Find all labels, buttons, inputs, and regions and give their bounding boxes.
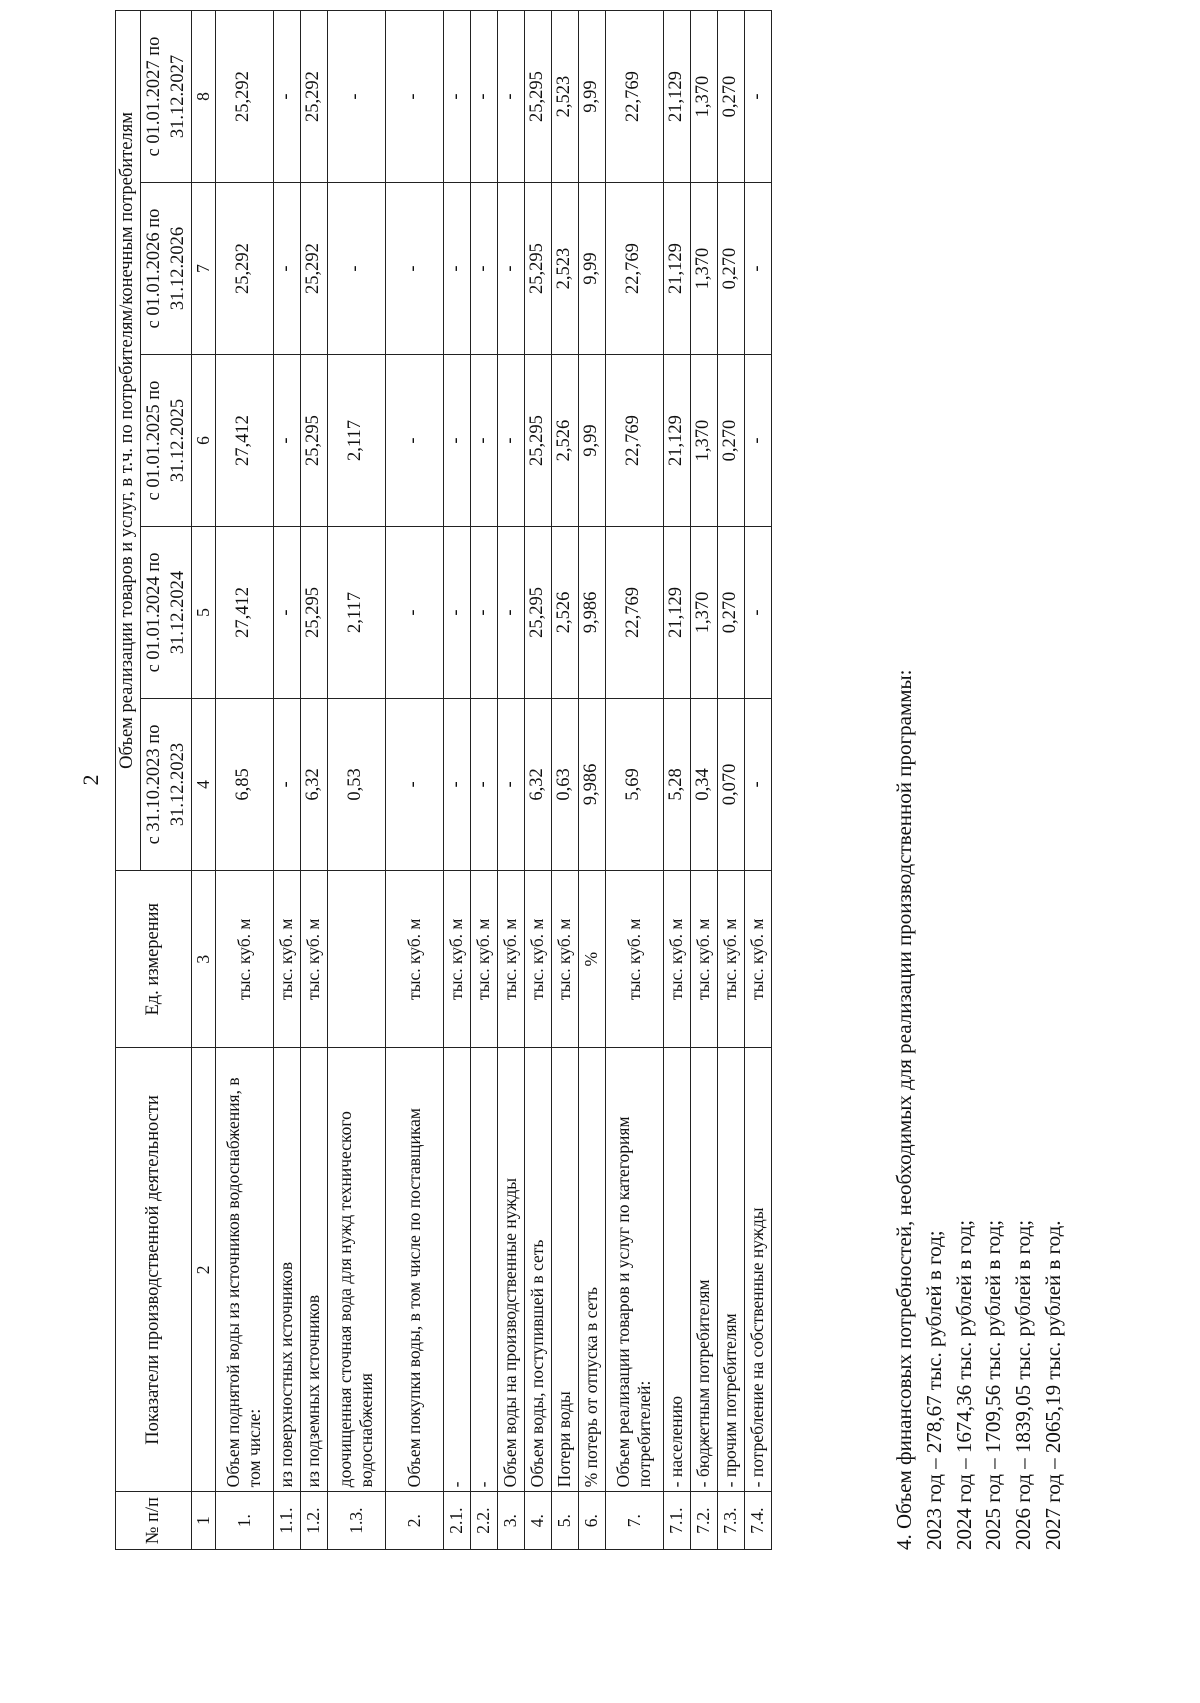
row-indicator-name: - бюджетным потребителям [690,1048,717,1492]
row-value: 25,292 [215,11,273,183]
row-value: 0,63 [551,698,578,870]
row-value: 1,370 [690,11,717,183]
row-value: 0,53 [327,698,385,870]
row-value: - [744,11,771,183]
row-number: 2.1. [443,1492,470,1550]
row-value: 25,295 [300,526,327,698]
row-value: 0,270 [717,183,744,355]
row-indicator-name: - населению [663,1048,690,1492]
table-row [327,11,385,1550]
row-value: 2,523 [551,183,578,355]
table-row [663,11,690,1550]
row-number: 2.2. [470,1492,497,1550]
row-unit: тыс. куб. м [744,870,771,1048]
row-value: 27,412 [215,355,273,527]
financial-needs-line: 2024 год – 1674,36 тыс. рублей в год; [951,1219,976,1550]
header-row-1 [116,11,141,1550]
rotated-page [0,36,1200,1650]
financial-needs-line: 2027 год – 2065,19 тыс. рублей в год. [1041,1220,1066,1550]
row-value: 2,526 [551,526,578,698]
row-unit: тыс. куб. м [605,870,663,1048]
table-row [215,11,273,1550]
row-value: 1,370 [690,355,717,527]
row-value: 0,270 [717,11,744,183]
row-number: 7.2. [690,1492,717,1550]
table-row [300,11,327,1550]
row-number: 4. [524,1492,551,1550]
column-number: 7 [191,183,215,355]
row-value: 9,99 [578,355,605,527]
row-value: 9,99 [578,11,605,183]
row-value: - [744,355,771,527]
row-value: 25,295 [300,355,327,527]
table-row [385,11,443,1550]
table-row [524,11,551,1550]
row-unit: тыс. куб. м [717,870,744,1048]
table-row [273,11,300,1550]
row-unit: тыс. куб. м [497,870,524,1048]
row-value: 25,292 [300,183,327,355]
row-unit: тыс. куб. м [215,870,273,1048]
row-value: 25,292 [215,183,273,355]
row-indicator-name: Объем реализации товаров и услуг по категориям потребителей: [605,1048,663,1492]
row-value: - [385,698,443,870]
row-unit: тыс. куб. м [385,870,443,1048]
row-value: - [385,526,443,698]
row-indicator-name: - [443,1048,470,1492]
header-indicator: Показатели производственной деятельности [116,1048,192,1492]
row-value: - [327,11,385,183]
row-number: 1. [215,1492,273,1550]
table-row [690,11,717,1550]
row-indicator-name: Объем покупки воды, в том числе по поставщикам [385,1048,443,1492]
row-value: 27,412 [215,526,273,698]
row-value: 21,129 [663,11,690,183]
row-value: 2,117 [327,526,385,698]
row-value: - [443,526,470,698]
row-value: - [273,698,300,870]
row-value: - [497,183,524,355]
row-number: 1.1. [273,1492,300,1550]
row-number: 5. [551,1492,578,1550]
row-value: 2,117 [327,355,385,527]
table-row [497,11,524,1550]
row-value: 5,69 [605,698,663,870]
row-number: 7.4. [744,1492,771,1550]
table-row [551,11,578,1550]
row-value: - [385,355,443,527]
row-unit [327,870,385,1048]
row-value: - [470,526,497,698]
row-unit: тыс. куб. м [663,870,690,1048]
column-number: 4 [191,698,215,870]
row-indicator-name: Потери воды [551,1048,578,1492]
row-indicator-name: - потребление на собственные нужды [744,1048,771,1492]
row-unit: % [578,870,605,1048]
row-value: 0,270 [717,526,744,698]
row-value: 25,295 [524,355,551,527]
row-value: - [443,355,470,527]
row-value: 25,295 [524,526,551,698]
row-value: - [744,526,771,698]
row-value: - [273,11,300,183]
row-number: 6. [578,1492,605,1550]
header-period: с 01.01.2024 по 31.12.2024 [140,526,191,698]
row-value: 9,986 [578,698,605,870]
column-number: 1 [191,1492,215,1550]
row-indicator-name: из поверхностных источников [273,1048,300,1492]
row-indicator-name: % потерь от отпуска в сеть [578,1048,605,1492]
row-value: - [273,183,300,355]
column-number: 6 [191,355,215,527]
row-value: 1,370 [690,183,717,355]
row-value: 2,526 [551,355,578,527]
financial-needs-line: 2023 год – 278,67 тыс. рублей в год; [921,1230,946,1550]
row-indicator-name: - [470,1048,497,1492]
column-number: 2 [191,1048,215,1492]
table-row [744,11,771,1550]
row-indicator-name: Объем воды на производственные нужды [497,1048,524,1492]
row-value: 0,070 [717,698,744,870]
table-row [717,11,744,1550]
financial-needs-line: 2026 год – 1839,05 тыс. рублей в год; [1011,1219,1036,1550]
row-indicator-name: из подземных источников [300,1048,327,1492]
row-number: 7.1. [663,1492,690,1550]
row-value: - [385,183,443,355]
header-num: № п/п [116,1492,192,1550]
row-value: 25,292 [300,11,327,183]
table-body [215,11,771,1550]
row-value: - [273,355,300,527]
table-row [605,11,663,1550]
row-value: 21,129 [663,355,690,527]
row-unit: тыс. куб. м [551,870,578,1048]
financial-needs-line: 2025 год – 1709,56 тыс. рублей в год; [981,1219,1006,1550]
row-value: 6,32 [524,698,551,870]
row-value: 9,99 [578,183,605,355]
row-indicator-name: - прочим потребителям [717,1048,744,1492]
row-unit: тыс. куб. м [690,870,717,1048]
row-unit: тыс. куб. м [524,870,551,1048]
row-value: - [470,355,497,527]
row-value: 22,769 [605,355,663,527]
row-value: 9,986 [578,526,605,698]
row-value: - [385,11,443,183]
header-period: с 31.10.2023 по 31.12.2023 [140,698,191,870]
table-row [470,11,497,1550]
production-indicators-table [115,10,772,1550]
row-value: - [744,698,771,870]
row-number: 1.3. [327,1492,385,1550]
row-value: 6,32 [300,698,327,870]
row-number: 7. [605,1492,663,1550]
row-value: 25,295 [524,11,551,183]
row-value: - [443,183,470,355]
row-number: 7.3. [717,1492,744,1550]
header-volume-group: Объем реализации товаров и услуг, в т.ч. по потребителям/конечным потребителям [116,11,141,871]
row-value: 0,34 [690,698,717,870]
row-indicator-name: доочищенная сточная вода для нужд технического водоснабжения [327,1048,385,1492]
column-number: 8 [191,11,215,183]
table-row [443,11,470,1550]
row-value: - [497,11,524,183]
row-value: - [327,183,385,355]
row-number: 3. [497,1492,524,1550]
row-value: 21,129 [663,526,690,698]
row-indicator-name: Объем воды, поступившей в сеть [524,1048,551,1492]
row-value: 22,769 [605,183,663,355]
row-unit: тыс. куб. м [443,870,470,1048]
row-value: - [497,698,524,870]
column-number: 3 [191,870,215,1048]
row-value: 22,769 [605,11,663,183]
row-value: 1,370 [690,526,717,698]
row-value: - [497,355,524,527]
row-value: - [744,183,771,355]
row-value: - [470,11,497,183]
row-value: - [443,698,470,870]
page-number: 2 [78,774,103,786]
header-period: с 01.01.2027 по 31.12.2027 [140,11,191,183]
row-unit: тыс. куб. м [273,870,300,1048]
row-value: - [273,526,300,698]
header-unit: Ед. измерения [116,870,192,1048]
row-value: - [470,698,497,870]
header-period: с 01.01.2025 по 31.12.2025 [140,355,191,527]
row-value: - [443,11,470,183]
row-value: 21,129 [663,183,690,355]
row-value: 6,85 [215,698,273,870]
row-value: 25,295 [524,183,551,355]
financial-needs-heading: 4. Объем финансовых потребностей, необходимых для реализации производственной программы: [892,669,916,1550]
row-value: 2,523 [551,11,578,183]
row-indicator-name: Объем поднятой воды из источников водоснабжения, в том числе: [215,1048,273,1492]
row-value: 0,270 [717,355,744,527]
row-number: 1.2. [300,1492,327,1550]
row-value: - [497,526,524,698]
table-row [578,11,605,1550]
financial-needs-section [890,150,1069,1550]
row-value: 5,28 [663,698,690,870]
row-number: 2. [385,1492,443,1550]
row-unit: тыс. куб. м [470,870,497,1048]
header-column-numbers [191,11,215,1550]
column-number: 5 [191,526,215,698]
header-period: с 01.01.2026 по 31.12.2026 [140,183,191,355]
row-value: 22,769 [605,526,663,698]
row-value: - [470,183,497,355]
row-unit: тыс. куб. м [300,870,327,1048]
